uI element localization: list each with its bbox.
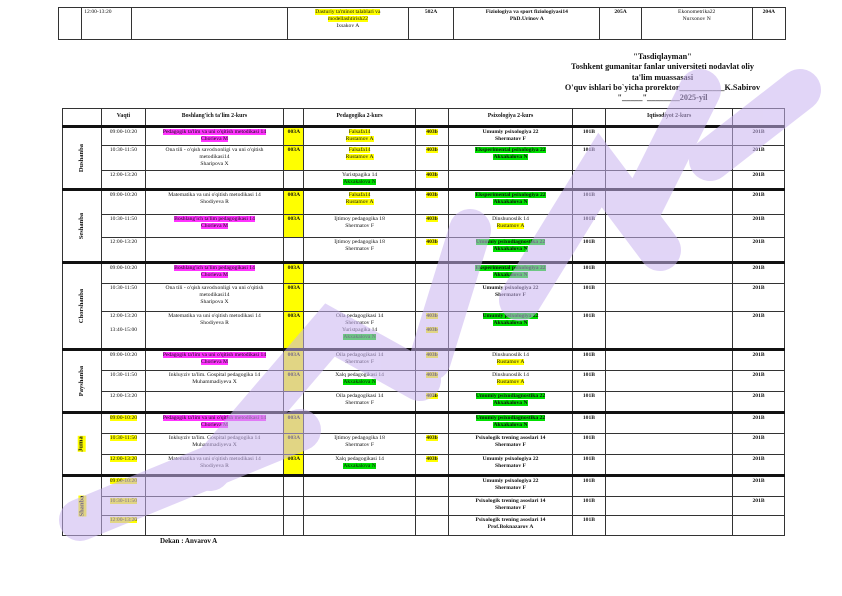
room-cell: 204A	[752, 8, 785, 40]
table-row	[63, 371, 785, 391]
table-row	[63, 496, 785, 516]
room-cell	[284, 391, 304, 412]
class-cell: Pedagogik ta'lim va uni o'qitish metodikasi 14 Chorieva M	[145, 413, 284, 434]
room-cell	[284, 516, 304, 536]
room-cell: 101B	[572, 145, 605, 170]
class-cell: Psixologik trening asoslari 14 Shermatov F	[449, 434, 572, 454]
class-cell: Xalq pedagogikasi 14 Akxakalova N	[304, 371, 415, 391]
time-cell: 09:00-10:20	[102, 190, 145, 215]
time-cell: 12:00-13:20	[102, 238, 145, 263]
class-cell	[606, 434, 733, 454]
time-cell: 12:00-13:20	[102, 391, 145, 412]
day-label: Payshanba	[63, 350, 102, 413]
table-row	[63, 190, 785, 215]
room-cell: 201B	[733, 238, 785, 263]
approval-block	[520, 52, 805, 103]
room-cell	[415, 516, 448, 536]
day-label: Dushanba	[63, 127, 102, 190]
room-header	[733, 109, 785, 127]
table-row	[63, 171, 785, 190]
room-cell	[415, 413, 448, 434]
class-cell	[145, 496, 284, 516]
room-cell	[284, 171, 304, 190]
table-row	[63, 312, 785, 350]
time-cell: 12:00-13:20	[102, 516, 145, 536]
room-cell: 201B	[733, 496, 785, 516]
room-cell	[415, 284, 448, 312]
room-cell: 201B	[733, 350, 785, 371]
time-cell: 12:00-13:20	[82, 8, 131, 40]
room-cell: 201B	[733, 312, 785, 350]
room-cell: 403b	[415, 145, 448, 170]
approval-line: ta'lim muassasasi	[631, 72, 694, 82]
class-cell	[606, 391, 733, 412]
room-cell: 201B	[733, 434, 785, 454]
table-row	[63, 238, 785, 263]
class-cell	[606, 496, 733, 516]
room-cell: 201B	[733, 391, 785, 412]
room-cell: 201B	[733, 171, 785, 190]
class-cell: Ona tili - o'qish savodxonligi va uni o'qitish metodikasi14 Sharipova X	[145, 284, 284, 312]
class-cell	[606, 516, 733, 536]
room-header	[415, 109, 448, 127]
class-cell	[304, 496, 415, 516]
room-cell	[284, 476, 304, 497]
room-cell: 101B	[572, 476, 605, 497]
class-cell: Xalq pedagogikasi 14 Akxakalova N	[304, 454, 415, 475]
day-header	[63, 109, 102, 127]
course-name: Dasturiy ta'minot talablari va	[315, 9, 381, 15]
room-cell	[733, 516, 785, 536]
course-name-2: modellashtirish22	[327, 15, 368, 22]
time-cell: 12:00-13:20	[102, 171, 145, 190]
class-cell: Ona tili - o'qish savodxonligi va uni o'qitish metodikasi14 Sharipova X	[145, 145, 284, 170]
table-row	[63, 413, 785, 434]
room-cell: 201B	[733, 413, 785, 434]
class-cell: Psixologik trening asoslari 14 Shermatov F	[449, 496, 572, 516]
class-cell: Eksperimental psixologiya 22 Akxakalova N	[449, 145, 572, 170]
day-label: Seshanba	[63, 190, 102, 263]
room-cell: 101B	[572, 214, 605, 237]
course-cell	[287, 8, 408, 40]
room-cell: 003A	[284, 127, 304, 146]
day-label: Chorshanba	[63, 263, 102, 350]
room-cell: 403b	[415, 391, 448, 412]
time-cell: 12:00-13:20 13:40-15:00	[102, 312, 145, 350]
empty-cell	[131, 8, 287, 40]
room-cell: 101B	[572, 391, 605, 412]
room-cell: 003A	[284, 413, 304, 434]
class-cell	[606, 454, 733, 475]
class-cell	[145, 238, 284, 263]
room-cell: 403b 403b	[415, 312, 448, 350]
room-cell: 101B	[572, 434, 605, 454]
class-cell	[606, 190, 733, 215]
class-cell	[304, 476, 415, 497]
class-cell	[145, 516, 284, 536]
class-cell	[304, 413, 415, 434]
class-cell: Umumiy psixologiya 22 Akxakalova N	[449, 312, 572, 350]
room-cell: 101B	[572, 454, 605, 475]
class-cell: Umumiy psixodiagnostika 22 Akxakalova N	[449, 238, 572, 263]
room-cell: 101B	[572, 496, 605, 516]
table-row	[63, 145, 785, 170]
time-cell: 09:00-10:20	[102, 263, 145, 284]
room-cell	[415, 263, 448, 284]
room-cell: 403b	[415, 238, 448, 263]
room-cell: 101B	[572, 312, 605, 350]
room-cell: 003A	[284, 350, 304, 371]
room-cell: 403b	[415, 371, 448, 391]
room-cell: 003A	[284, 454, 304, 475]
course-cell-2	[454, 8, 600, 40]
class-cell: Dinshunoslik 14 Rustamov A	[449, 371, 572, 391]
teacher-name: Nurxonov N	[682, 15, 711, 22]
class-cell	[145, 391, 284, 412]
room-cell: 101B	[572, 413, 605, 434]
time-cell: 09:00-10:20	[102, 127, 145, 146]
class-cell: Falsafa14 Rustamov A	[304, 127, 415, 146]
room-header	[572, 109, 605, 127]
time-header: Vaqti	[102, 109, 145, 127]
room-cell: 201B	[733, 263, 785, 284]
class-cell: Eksperimental psixologiya 22 Akxakalova N	[449, 190, 572, 215]
room-cell	[284, 496, 304, 516]
room-cell: 201B	[733, 284, 785, 312]
day-label: Juma	[63, 413, 102, 476]
room-cell: 201B	[733, 127, 785, 146]
class-cell: Oila pedagogikasi 14 Shermatov F	[304, 350, 415, 371]
class-cell	[606, 413, 733, 434]
class-cell: Pedagogik ta'lim va uni o'qitish metodikasi 14 Chorieva M	[145, 350, 284, 371]
course-cell-3	[641, 8, 752, 40]
approval-line: Toshkent gumanitar fanlar universiteti nodavlat oliy	[571, 62, 754, 72]
schedule-table	[62, 108, 785, 536]
class-cell	[606, 476, 733, 497]
class-cell: Oila pedagogikasi 14 Shermatov F Yuristpagika 14 Akxakalova N	[304, 312, 415, 350]
class-cell: Boshlang'ich ta'lim pedagogikasi 14 Chorieva M	[145, 214, 284, 237]
class-cell: Falsafa14 Rustamov A	[304, 190, 415, 215]
time-cell: 09:00-10:20	[102, 476, 145, 497]
room-cell: 502A	[408, 8, 453, 40]
class-cell	[606, 145, 733, 170]
header-row	[63, 109, 785, 127]
room-cell: 101B	[572, 516, 605, 536]
class-cell	[606, 312, 733, 350]
table-row	[63, 284, 785, 312]
group-header: Pedagogika 2-kurs	[304, 109, 415, 127]
class-cell	[606, 284, 733, 312]
day-label: Shanba	[63, 476, 102, 536]
room-cell: 201B	[733, 371, 785, 391]
top-schedule-row	[58, 7, 786, 40]
room-cell: 003A	[284, 434, 304, 454]
room-cell: 201B	[733, 214, 785, 237]
class-cell: Ijtimoy pedagogika 18 Shermatov F	[304, 238, 415, 263]
approval-line: O'quv ishlari bo`yicha prorektor___________K.Sabirov	[564, 82, 761, 92]
class-cell	[606, 238, 733, 263]
blank-cell	[59, 8, 82, 40]
class-cell: Umumiy psixologiya 22 Shermatov F	[449, 476, 572, 497]
class-cell	[606, 371, 733, 391]
room-header	[284, 109, 304, 127]
class-cell	[606, 263, 733, 284]
table-row	[63, 454, 785, 475]
time-cell: 09:00-10:20	[102, 413, 145, 434]
room-cell: 003A	[284, 312, 304, 350]
class-cell	[304, 516, 415, 536]
course-name: Fiziologiya va sport fiziologiyasi14	[485, 9, 568, 15]
teacher-name: PhD.Urinov A	[509, 15, 544, 22]
room-cell: 101B	[572, 238, 605, 263]
time-cell: 10:30-11:50	[102, 496, 145, 516]
class-cell	[606, 171, 733, 190]
course-name: Ekonometrika22	[678, 9, 716, 15]
room-cell: 403b	[415, 127, 448, 146]
room-cell: 201B	[733, 145, 785, 170]
table-row	[63, 350, 785, 371]
class-cell: Ijtimoy pedagogika 18 Shermatov F	[304, 434, 415, 454]
room-cell: 201B	[733, 454, 785, 475]
table-row	[63, 214, 785, 237]
room-cell: 201B	[733, 476, 785, 497]
time-cell: 10:30-11:50	[102, 145, 145, 170]
class-cell: Falsafa14 Rustamov A	[304, 145, 415, 170]
class-cell: Inkluyziv ta'lim. Gospital pedagogika 14 Muhammadiyeva X	[145, 371, 284, 391]
time-cell: 12:00-13:20	[102, 454, 145, 475]
room-cell	[415, 496, 448, 516]
room-cell: 003A	[284, 214, 304, 237]
room-cell	[415, 476, 448, 497]
approval-title: "Tasdiqlayman"	[633, 52, 692, 61]
room-cell: 003A	[284, 371, 304, 391]
class-cell	[304, 284, 415, 312]
table-row	[63, 434, 785, 454]
class-cell: Eksperimental psixologiya 22 Akxakalova N	[449, 263, 572, 284]
table-row	[63, 127, 785, 146]
time-cell: 10:30-11:50	[102, 371, 145, 391]
class-cell: Umumiy psixologiya 22 Shermatov F	[449, 284, 572, 312]
group-header: Iqtisodiyot 2-kurs	[606, 109, 733, 127]
teacher-name: Ixsakov A	[336, 22, 360, 29]
table-row	[63, 391, 785, 412]
class-cell: Matematika va uni o'qitish metodikasi 14 Shodiyeva R	[145, 454, 284, 475]
approval-line: "_____"________2025-yil	[617, 93, 708, 102]
class-cell: Pedagogik ta'lim va uni o'qitish metodikasi 14 Chorieva M	[145, 127, 284, 146]
room-cell: 003A	[284, 284, 304, 312]
room-cell: 403b	[415, 190, 448, 215]
group-header: Psixologiya 2-kurs	[449, 109, 572, 127]
room-cell: 003A	[284, 190, 304, 215]
class-cell: Umumiy psixodiagnostika 22 Akxakalova N	[449, 391, 572, 412]
class-cell: Matematika va uni o'qitish metodikasi 14 Shodiyeva R	[145, 312, 284, 350]
class-cell	[606, 350, 733, 371]
group-header: Boshlang'ich ta'lim 2-kurs	[145, 109, 284, 127]
room-cell: 403b	[415, 454, 448, 475]
room-cell: 101B	[572, 263, 605, 284]
room-cell: 101B	[572, 371, 605, 391]
room-cell: 403b	[415, 350, 448, 371]
table-row	[63, 516, 785, 536]
class-cell: Umumiy psixodiagnostika 22 Akxakalova N	[449, 413, 572, 434]
room-cell: 403b	[415, 171, 448, 190]
class-cell: Matematika va uni o'qitish metodikasi 14 Shodiyeva R	[145, 190, 284, 215]
time-cell: 10:30-11:50	[102, 434, 145, 454]
class-cell	[145, 476, 284, 497]
class-cell	[449, 171, 572, 190]
room-cell: 003A	[284, 263, 304, 284]
table-row	[63, 263, 785, 284]
class-cell	[606, 214, 733, 237]
class-cell	[145, 171, 284, 190]
class-cell: Dinshunoslik 14 Rustamov A	[449, 214, 572, 237]
class-cell: Yuristpagika 14 Akxakalova N	[304, 171, 415, 190]
class-cell: Psixologik trening asoslari 14 Prof.Boknazarov A	[449, 516, 572, 536]
room-cell	[572, 171, 605, 190]
class-cell: Dinshunoslik 14 Rustamov A	[449, 350, 572, 371]
room-cell: 101B	[572, 350, 605, 371]
dean-signature: Dekan : Anvarov A	[160, 537, 218, 545]
time-cell: 09:00-10:20	[102, 350, 145, 371]
room-cell: 101B	[572, 127, 605, 146]
room-cell: 205A	[600, 8, 641, 40]
time-cell: 10:30-11:50	[102, 214, 145, 237]
room-cell: 201B	[733, 190, 785, 215]
table-row	[63, 476, 785, 497]
room-cell	[284, 238, 304, 263]
class-cell: Umumiy psixologiya 22 Shermatov F	[449, 454, 572, 475]
class-cell: Umumiy psixologiya 22 Shermatov F	[449, 127, 572, 146]
class-cell: Ijtimoy pedagogika 18 Shermatov F	[304, 214, 415, 237]
room-cell: 003A	[284, 145, 304, 170]
room-cell: 403b	[415, 214, 448, 237]
class-cell	[304, 263, 415, 284]
class-cell: Inkluyziv ta'lim. Gospital pedagogika 14 Muhammadiyeva X	[145, 434, 284, 454]
room-cell: 101B	[572, 190, 605, 215]
room-cell: 403b	[415, 434, 448, 454]
time-cell: 10:30-11:50	[102, 284, 145, 312]
room-cell: 101B	[572, 284, 605, 312]
class-cell: Oila pedagogikasi 14 Shermatov F	[304, 391, 415, 412]
class-cell	[606, 127, 733, 146]
class-cell: Boshlang'ich ta'lim pedagogikasi 14 Chorieva M	[145, 263, 284, 284]
